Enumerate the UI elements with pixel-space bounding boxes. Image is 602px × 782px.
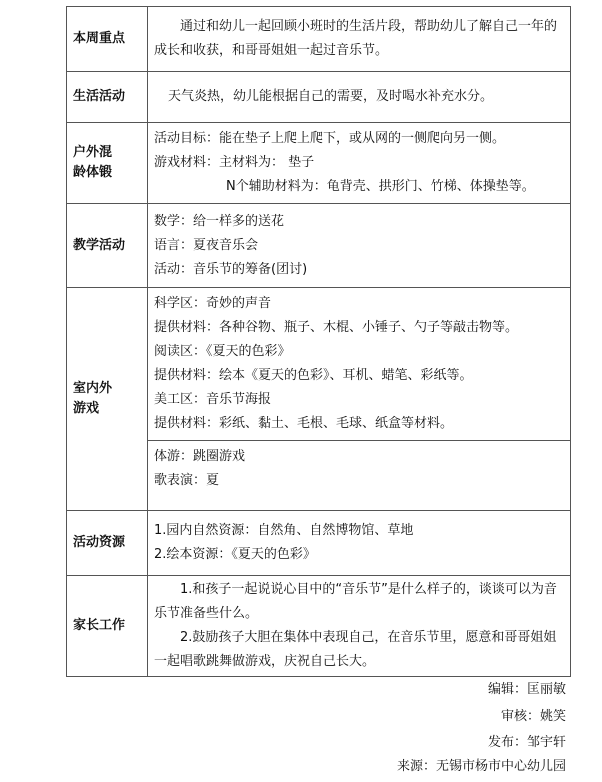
row-outdoor-exercise	[67, 123, 571, 204]
label-indoor-outdoor-games	[67, 288, 148, 511]
science-materials: 提供材料：各种谷物、瓶子、木棍、小锤子、勺子等敲击物等。	[154, 320, 519, 335]
row-games-areas	[67, 288, 571, 441]
parent-work-item-1: 1.和孩子一起说说心目中的“音乐节”是什么样子的，谈谈可以为音乐节准备些什么。	[154, 582, 557, 621]
teaching-math: 数学：给一样多的送花	[154, 213, 285, 229]
label-outdoor-line2: 龄体锻	[73, 165, 113, 180]
label-life-activity: 生活活动	[67, 72, 148, 123]
art-materials: 提供材料：彩纸、黏土、毛根、毛球、纸盒等材料。	[154, 416, 454, 431]
pe-game: 体游：跳圈游戏	[154, 449, 246, 464]
row-teaching-activity	[67, 204, 571, 288]
footer-reviewer: 审核：姚笑	[500, 709, 566, 724]
label-games-line2: 游戏	[73, 401, 100, 416]
row-life-activity	[67, 72, 571, 123]
label-activity-resources: 活动资源	[67, 511, 148, 576]
resource-picture-book: 2.绘本资源：《夏天的色彩》	[154, 547, 316, 562]
teaching-activity: 活动：音乐节的筹备(团讨)	[154, 261, 308, 277]
parent-work-content	[148, 576, 571, 677]
footer-editor: 编辑：匡丽敏	[487, 682, 566, 697]
song-performance: 歌表演：夏	[154, 473, 220, 488]
outdoor-main-material: 游戏材料：主材料为： 垫子	[154, 155, 315, 170]
life-activity-text	[148, 72, 571, 123]
label-games-line1: 室内外	[73, 381, 113, 396]
weekly-plan-table	[66, 6, 571, 677]
weekly-focus-text: 通过和幼儿一起回顾小班时的生活片段，帮助幼儿了解自己一年的成长和收获，和哥哥姐姐一起过音乐节。	[148, 7, 571, 72]
label-outdoor-line1: 户外混	[73, 145, 113, 160]
games-areas-content	[148, 288, 571, 441]
outdoor-aux-material: N个辅助材料为：龟背壳、拱形门、竹梯、体操垫等。	[226, 179, 535, 194]
parent-work-item-2: 2.鼓励孩子大胆在集体中表现自己，在音乐节里，愿意和哥哥姐姐一起唱歌跳舞做游戏，庆祝自己长大。	[154, 630, 557, 669]
teaching-activity-content	[148, 204, 571, 288]
teaching-language: 语言：夏夜音乐会	[154, 237, 259, 253]
row-parent-work	[67, 576, 571, 677]
reading-materials: 提供材料：绘本《夏天的色彩》、耳机、蜡笔、彩纸等。	[154, 368, 473, 383]
footer-source: 来源：无锡市杨市中心幼儿园	[396, 759, 566, 774]
art-area: 美工区：音乐节海报	[154, 392, 272, 407]
label-parent-work: 家长工作	[67, 576, 148, 677]
label-weekly-focus: 本周重点	[67, 7, 148, 72]
label-outdoor-exercise	[67, 123, 148, 204]
label-teaching-activity: 教学活动	[67, 204, 148, 288]
reading-area: 阅读区：《夏天的色彩》	[154, 344, 291, 359]
life-activity-sentence: 天气炎热，幼儿能根据自己的需要，及时喝水补充水分。	[168, 89, 494, 104]
row-weekly-focus	[67, 7, 571, 72]
footer-publisher: 发布：邹宇轩	[487, 735, 566, 750]
games-play-content	[148, 441, 571, 511]
resource-nature: 1.园内自然资源：自然角、自然博物馆、草地	[154, 523, 414, 538]
activity-resources-content	[148, 511, 571, 576]
science-area: 科学区：奇妙的声音	[154, 296, 272, 311]
row-activity-resources	[67, 511, 571, 576]
outdoor-goal: 活动目标：能在垫子上爬上爬下，或从网的一侧爬向另一侧。	[154, 131, 506, 146]
outdoor-exercise-content	[148, 123, 571, 204]
